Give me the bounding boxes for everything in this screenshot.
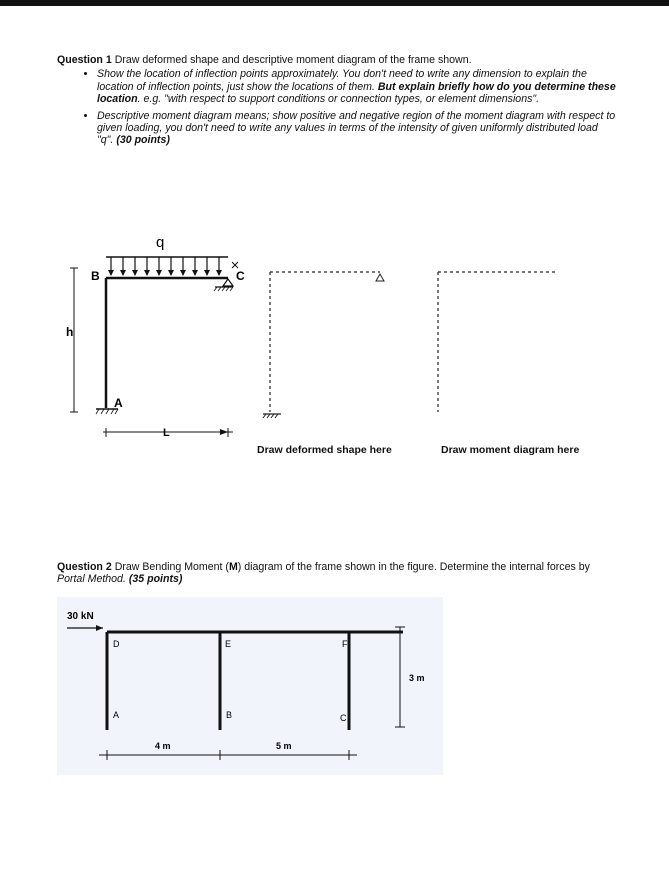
span-4m-label: 4 m	[155, 741, 171, 751]
question-1-points: (30 points)	[116, 134, 170, 147]
question-2-m: M	[228, 561, 238, 573]
load-30kn-label: 30 kN	[67, 611, 94, 622]
node-b2-label: B	[226, 710, 233, 720]
question-2-text-2: ) diagram of the frame shown in the figure. Determine the internal forces by	[237, 561, 590, 573]
length-l-label: L	[163, 427, 170, 439]
load-q-label: q	[156, 234, 165, 251]
bullet-inflection-bold: But explain briefly how do you determine these location	[97, 80, 616, 106]
node-d-label: D	[113, 639, 120, 649]
frame-2-background	[57, 597, 443, 775]
span-5m-label: 5 m	[276, 741, 292, 751]
moment-diagram-caption: Draw moment diagram here	[441, 444, 580, 456]
question-2-method: Portal Method.	[57, 573, 126, 586]
node-b-label: B	[91, 269, 100, 283]
height-3m-label: 3 m	[409, 673, 425, 683]
bullet-inflection-example: . e.g. "with respect to support conditions or connection types, or element dimensions".	[137, 93, 540, 106]
frame-2-figure	[57, 597, 443, 775]
question-2-points: (35 points)	[128, 573, 183, 586]
node-c2-label: C	[340, 713, 347, 723]
height-h-label: h	[66, 325, 74, 339]
question-2-text-1: Draw Bending Moment (	[114, 561, 229, 573]
node-a-label: A	[114, 396, 123, 410]
bullet-inflection-text: Show the location of inflection points approximately. You don't need to write any dimension to explain the location of inflection points, just show the locations of them.	[97, 68, 587, 93]
node-a2-label: A	[113, 710, 120, 720]
node-f-label: F	[342, 639, 348, 649]
question-2	[57, 561, 617, 586]
node-e-label: E	[225, 639, 232, 649]
question-1-text: Draw deformed shape and descriptive moment diagram of the frame shown.	[114, 54, 472, 66]
bullet-moment-text: Descriptive moment diagram means; show positive and negative region of the moment diagram with respect to given loading, you don't need to write any values in terms of the intensity of given uniformly distributed load "q".	[97, 109, 616, 147]
node-c-label: C	[236, 269, 245, 283]
question-1-label: Question 1	[57, 54, 112, 66]
deformed-shape-caption: Draw deformed shape here	[257, 444, 392, 456]
question-2-label: Question 2	[57, 561, 112, 573]
